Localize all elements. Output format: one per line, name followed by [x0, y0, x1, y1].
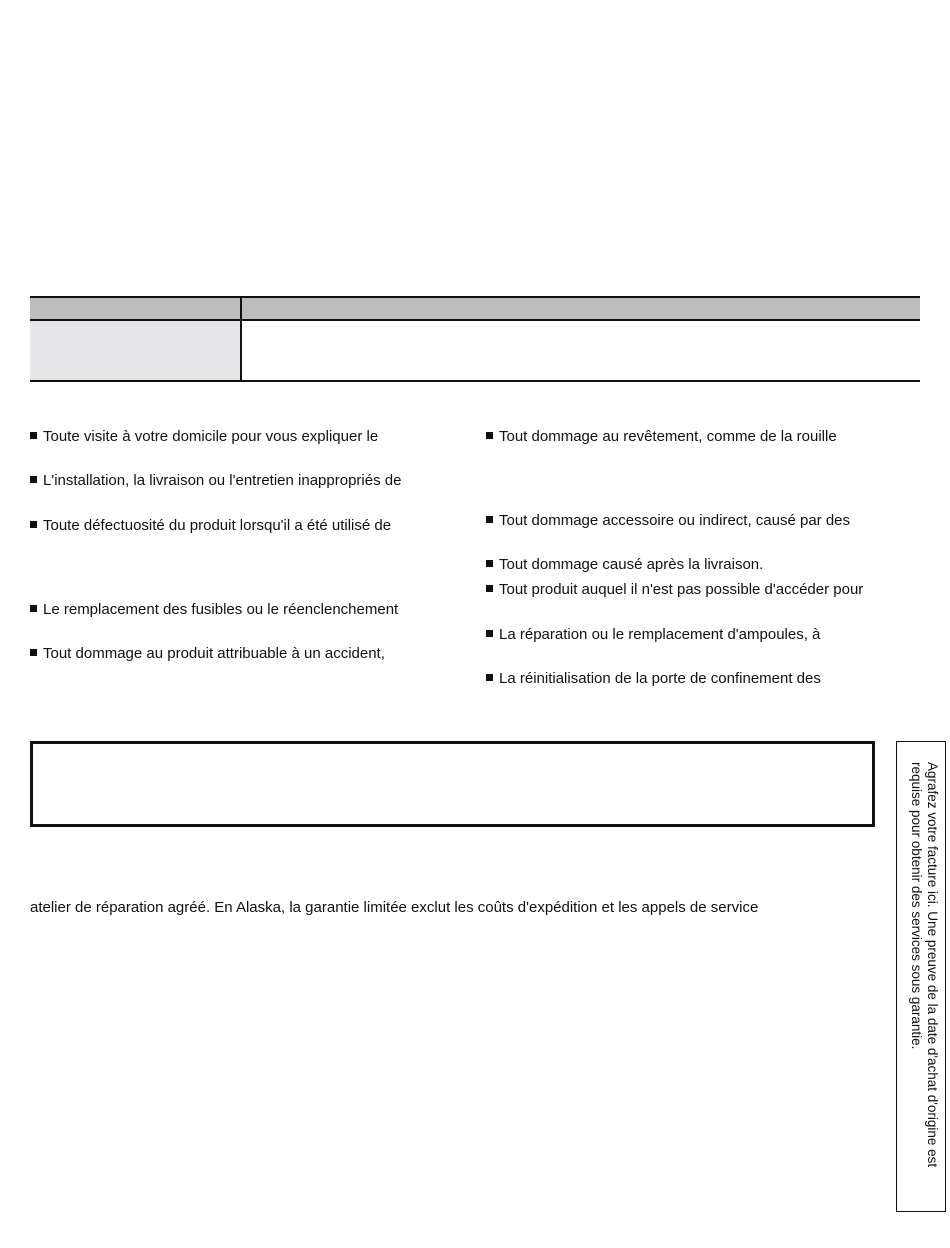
warranty-period-cell — [30, 321, 240, 380]
table-row — [30, 321, 920, 382]
exclusion-item: Tout dommage au produit attribuable à un accident, — [30, 645, 385, 663]
exclusion-item: Tout dommage au revêtement, comme de la rouille — [486, 428, 837, 446]
receipt-note: Agrafez votre facture ici. Une preuve de la date d'achat d'origine est requise pour obtenir des services sous garantie. — [909, 762, 940, 1168]
exclusion-item: Tout produit auquel il n'est pas possible d'accéder pour — [486, 581, 863, 599]
square-bullet-icon — [486, 585, 493, 592]
alaska-exclusion-text: atelier de réparation agréé. En Alaska, la garantie limitée exclut les coûts d'expédition et les appels de service — [30, 899, 759, 916]
square-bullet-icon — [486, 560, 493, 567]
square-bullet-icon — [30, 521, 37, 528]
exclusion-item: Toute visite à votre domicile pour vous expliquer le — [30, 428, 378, 446]
staple-receipt-box — [896, 741, 946, 1212]
exclusion-item: Toute défectuosité du produit lorsqu'il a été utilisé de — [30, 517, 391, 535]
exclusion-item: L'installation, la livraison ou l'entretien inappropriés de — [30, 472, 401, 490]
warranty-table — [30, 296, 920, 382]
square-bullet-icon — [30, 605, 37, 612]
square-bullet-icon — [486, 674, 493, 681]
square-bullet-icon — [486, 432, 493, 439]
exclusion-item: Tout dommage causé après la livraison. — [486, 556, 763, 574]
square-bullet-icon — [30, 432, 37, 439]
square-bullet-icon — [486, 516, 493, 523]
exclusion-item: La réinitialisation de la porte de confinement des — [486, 670, 821, 688]
exclusion-item: La réparation ou le remplacement d'ampoules, à — [486, 626, 820, 644]
column-divider — [240, 296, 242, 382]
square-bullet-icon — [30, 649, 37, 656]
square-bullet-icon — [486, 630, 493, 637]
square-bullet-icon — [30, 476, 37, 483]
exclusion-item: Tout dommage accessoire ou indirect, causé par des — [486, 512, 850, 530]
exclusion-item: Le remplacement des fusibles ou le réenclenchement — [30, 601, 398, 619]
table-header-row — [30, 296, 920, 321]
notice-box — [30, 741, 875, 827]
exclusions-list — [30, 420, 920, 700]
